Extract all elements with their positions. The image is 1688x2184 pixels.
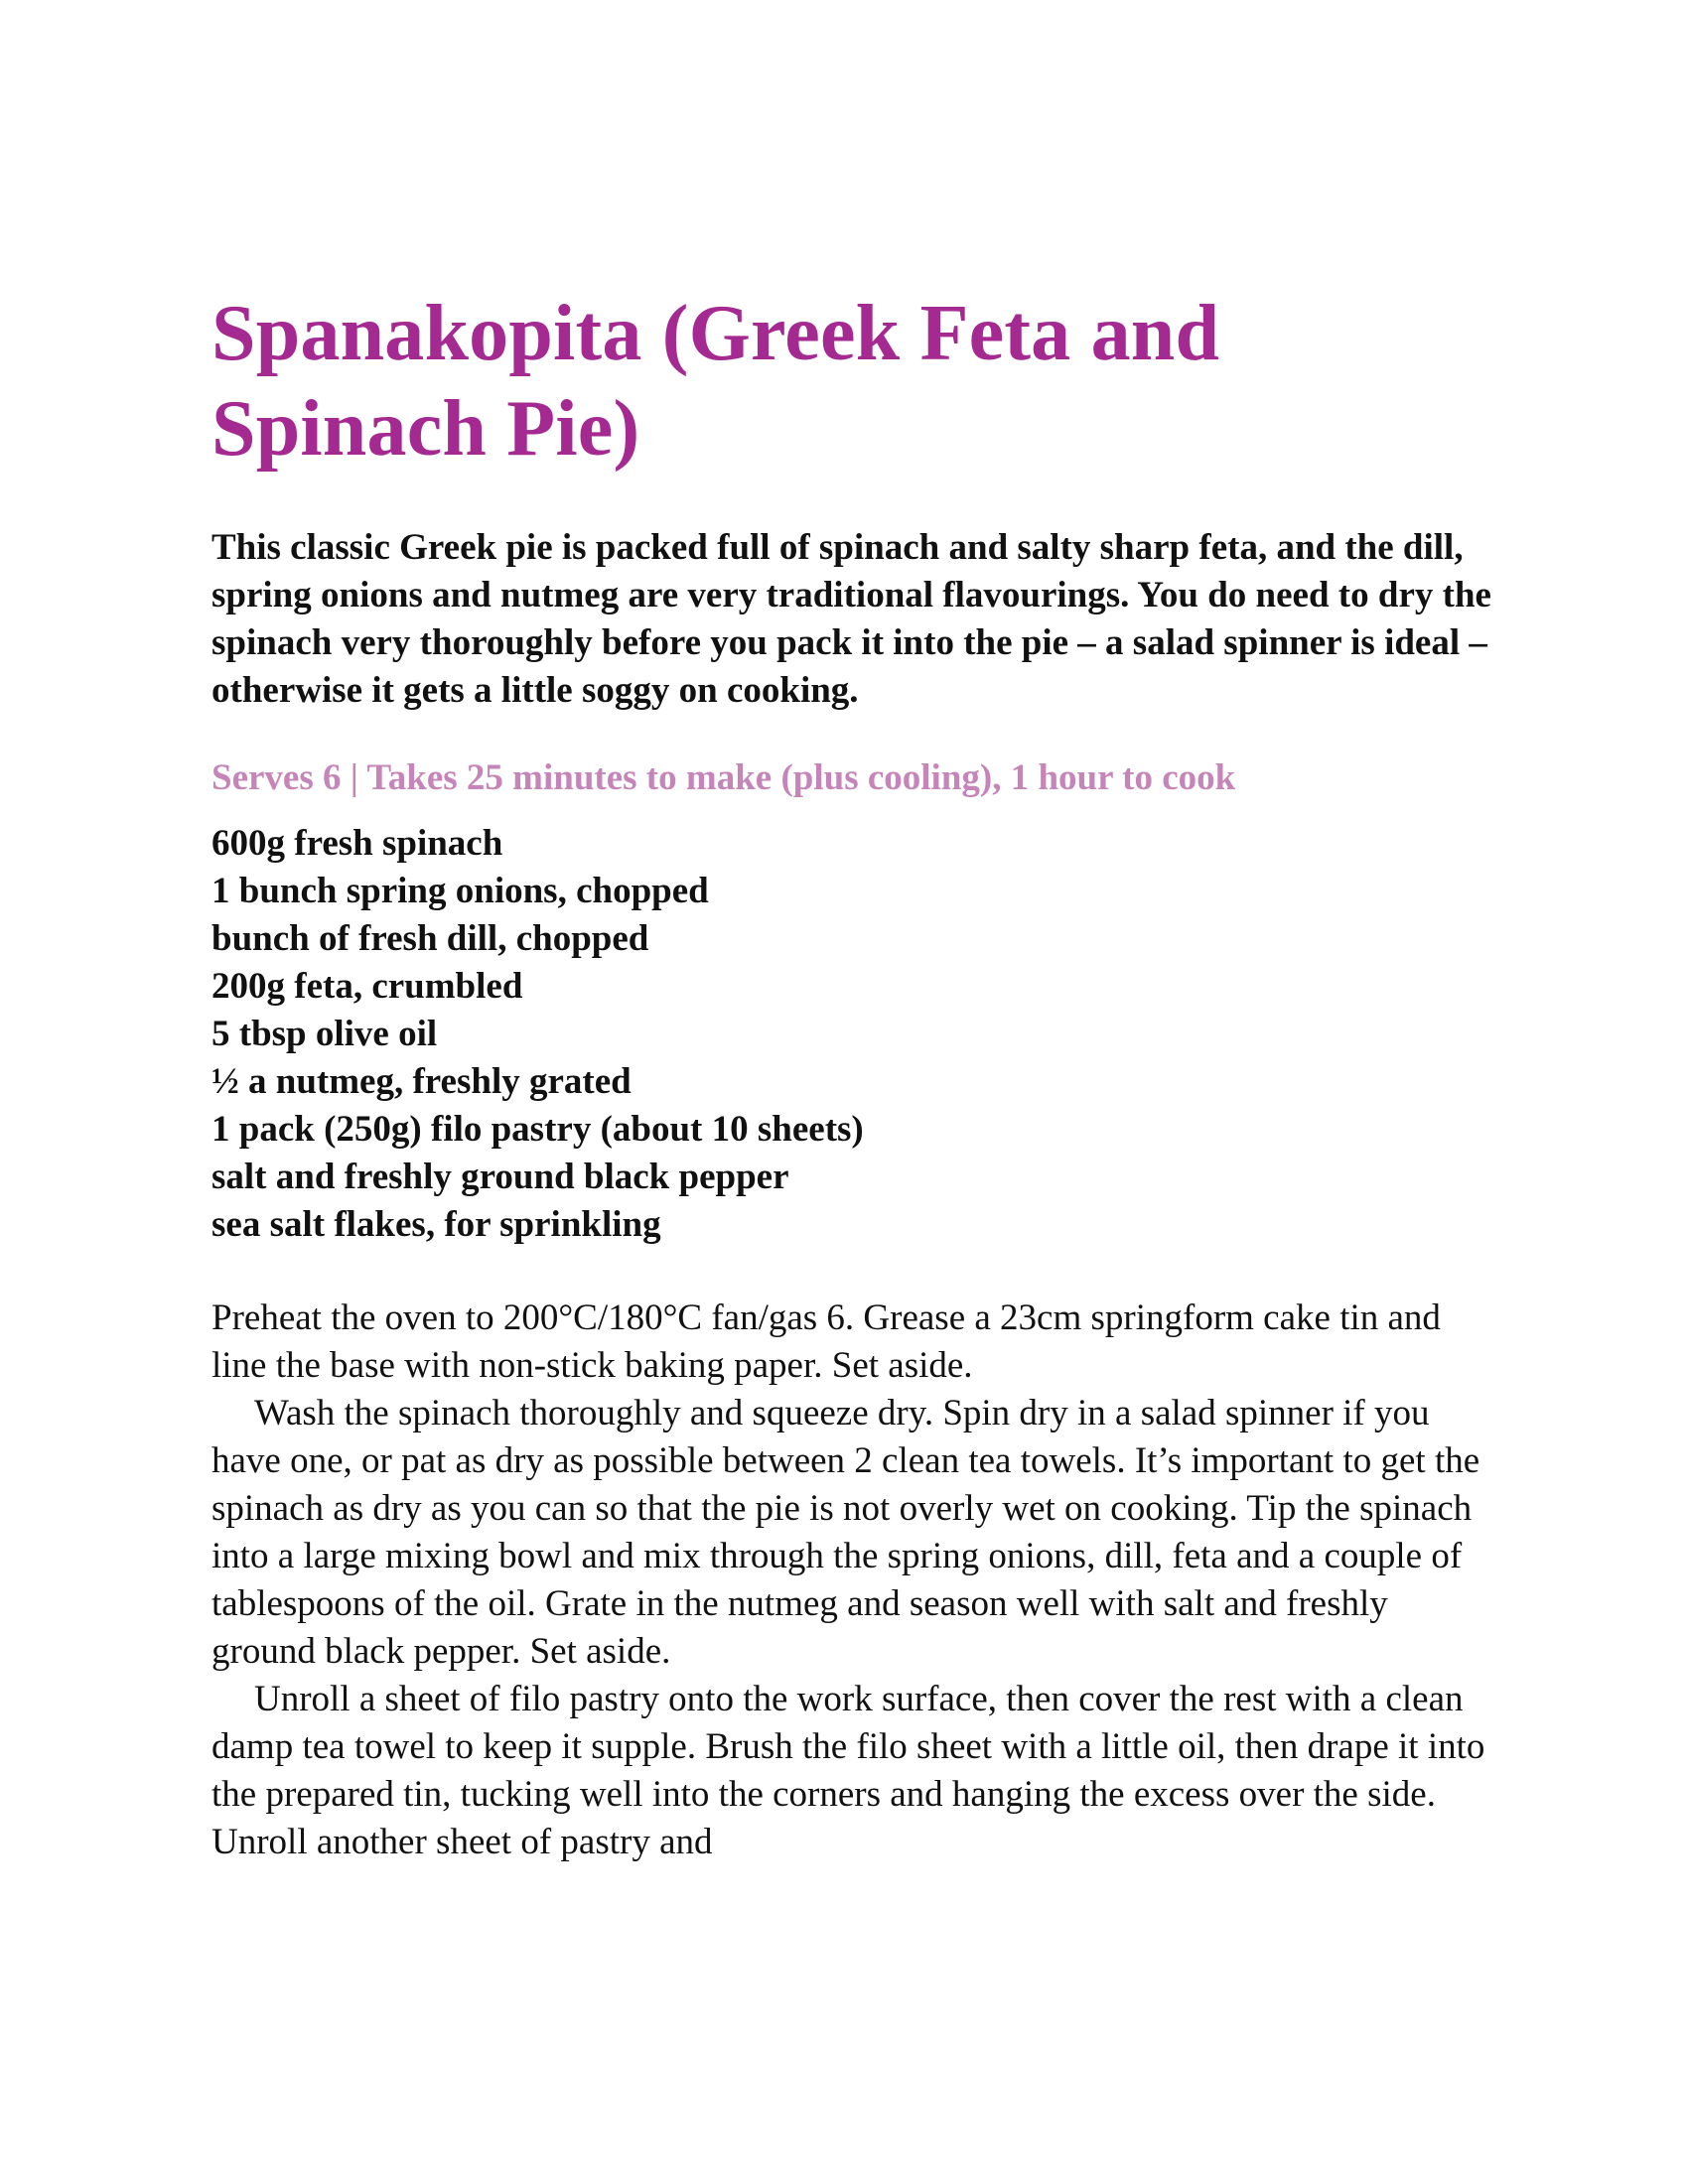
method-section [211, 1295, 1492, 1866]
ingredient-item: bunch of fresh dill, chopped [211, 918, 649, 959]
ingredient-item: 200g feta, crumbled [211, 966, 523, 1007]
ingredient-item: sea salt flakes, for sprinkling [211, 1204, 661, 1245]
method-step: Wash the spinach thoroughly and squeeze dry. Spin dry in a salad spinner if you have one, or pat as dry as possible between 2 clean tea towels. It’s important to get the spinach as dry as you can so that the pie is not overly wet on cooking. Tip the spinach into a large mixing bowl and mix through the spring onions, dill, feta and a couple of tablespoons of the oil. Grate in the nutmeg and season well with salt and freshly ground black pepper. Set aside. [211, 1393, 1480, 1672]
ingredient-item: 5 tbsp olive oil [211, 1014, 438, 1054]
ingredient-item: 600g fresh spinach [211, 823, 503, 864]
recipe-intro: This classic Greek pie is packed full of spinach and salty sharp feta, and the dill, spring onions and nutmeg are very traditional flavourings. You do need to dry the spinach very thoroughly before you pack it into the pie – a salad spinner is ideal – otherwise it gets a little soggy on cooking. [211, 527, 1491, 711]
recipe-serving-info: Serves 6 | Takes 25 minutes to make (plus cooling), 1 hour to cook [211, 757, 1236, 798]
method-step: Unroll a sheet of filo pastry onto the work surface, then cover the rest with a clean damp tea towel to keep it supple. Brush the filo sheet with a little oil, then drape it into the prepared tin, tucking well into the corners and hanging the excess over the side. Unroll another sheet of pastry and [211, 1679, 1485, 1862]
ingredient-item: ½ a nutmeg, freshly grated [211, 1061, 632, 1102]
ingredient-item: salt and freshly ground black pepper [211, 1157, 789, 1197]
ingredient-item: 1 bunch spring onions, chopped [211, 871, 709, 911]
method-step: Preheat the oven to 200°C/180°C fan/gas 6. Grease a 23cm springform cake tin and line the base with non-stick baking paper. Set aside. [211, 1297, 1441, 1386]
ingredients-list [211, 820, 1492, 1249]
ingredient-item: 1 pack (250g) filo pastry (about 10 sheets) [211, 1109, 864, 1150]
recipe-title: Spanakopita (Greek Feta and Spinach Pie) [211, 290, 1220, 473]
recipe-page [211, 286, 1492, 1866]
